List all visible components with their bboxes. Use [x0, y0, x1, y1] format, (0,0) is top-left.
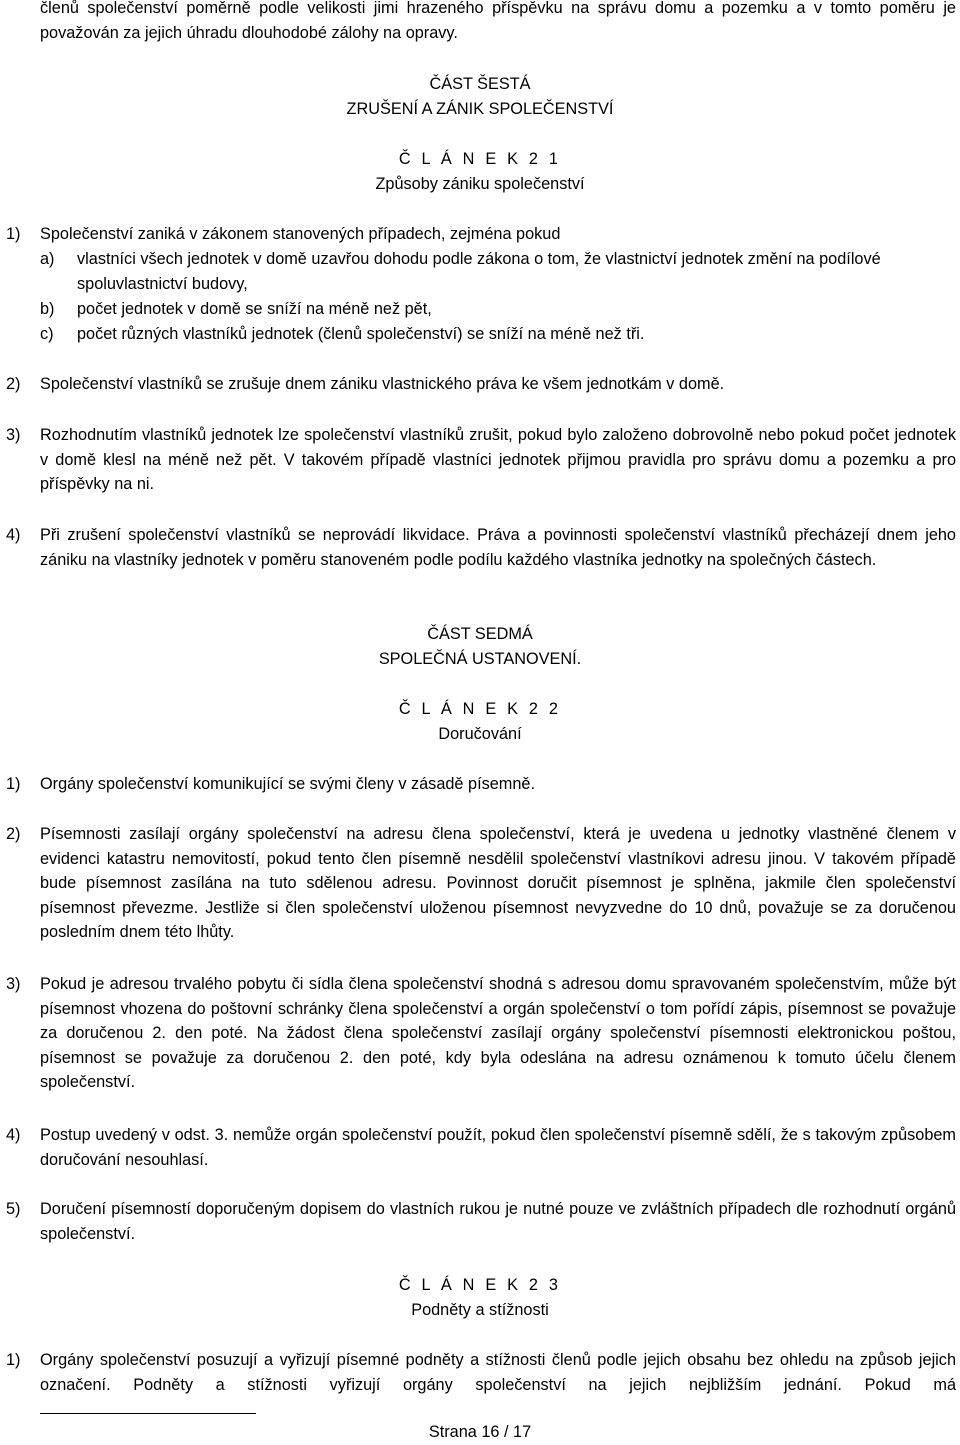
list-text: vlastníci všech jednotek v domě uzavřou dohodu podle zákona o tom, že vlastnictví jednotek změní na podílové spoluvlastnictví budovy,	[77, 250, 881, 293]
page-number: Strana 16 / 17	[428, 1423, 532, 1441]
paragraph-number: 4)	[6, 1126, 21, 1144]
list-text: počet jednotek v domě se sníží na méně než pět,	[77, 300, 432, 318]
paragraph-text: Rozhodnutím vlastníků jednotek lze společenství vlastníků zrušit, pokud bylo založeno dobrovolně nebo pokud počet jednotek v domě klesl na méně než pět. V takovém případě vlastníci jednotek přijmou pravidla pro správu domu a pozemku a pro příspěvky na ni.	[40, 426, 956, 494]
paragraph-text: Písemnosti zasílají orgány společenství na adresu člena společenství, která je uvedena u jednotky vlastněné členem v evidenci katastru nemovitostí, pokud tento člen písemně nesdělil společenství vlastníkovi adresu jinou. V takovém případě bude písemnost zasílána na tuto sdělenou adresu. Povinnost doručit písemnost je splněna, jakmile člen společenství písemnost převezme. Jestliže si člen společenství uloženou písemnost nevyzvedne do 10 dnů, považuje se za doručenou posledním dnem této lhůty.	[40, 825, 956, 942]
paragraph-text: Společenství zaniká v zákonem stanovených případech, zejména pokud	[40, 225, 561, 243]
footer-divider	[40, 1413, 256, 1414]
part-subheading: SPOLEČNÁ USTANOVENÍ.	[378, 650, 582, 668]
part-heading: ČÁST SEDMÁ	[427, 625, 533, 643]
paragraph-text: Postup uvedený v odst. 3. nemůže orgán společenství použít, pokud člen společenství písemně sdělí, že s takovým způsobem doručování nesouhlasí.	[40, 1126, 956, 1169]
paragraph-number: 3)	[6, 426, 21, 444]
paragraph-text: Při zrušení společenství vlastníků se neprovádí likvidace. Práva a povinnosti společenství vlastníků přecházejí dnem jeho zániku na vlastníky jednotek v poměru stanoveném podle podílu každého vlastníka jednotky na společných částech.	[40, 526, 956, 569]
article-label: Č L Á N E K 2 3	[398, 1276, 562, 1294]
article-title: Způsoby zániku společenství	[375, 175, 585, 193]
paragraph-number: 2)	[6, 375, 21, 393]
article-label: Č L Á N E K 2 2	[398, 700, 562, 718]
article-title: Doručování	[438, 725, 522, 743]
paragraph-text: Orgány společenství komunikující se svými členy v zásadě písemně.	[40, 775, 535, 793]
continuation-paragraph: členů společenství poměrně podle velikosti jimi hrazeného příspěvku na správu domu a pozemku a v tomto poměru je považován za jejich úhradu dlouhodobé zálohy na opravy.	[40, 0, 956, 42]
paragraph-number: 1)	[6, 225, 21, 243]
list-letter: c)	[40, 325, 54, 343]
article-label: Č L Á N E K 2 1	[398, 150, 562, 168]
paragraph-number: 4)	[6, 526, 21, 544]
part-subheading: ZRUŠENÍ A ZÁNIK SPOLEČENSTVÍ	[346, 100, 614, 118]
paragraph-number: 3)	[6, 975, 21, 993]
paragraph-text: Orgány společenství posuzují a vyřizují písemné podněty a stížnosti členů podle jejich obsahu bez ohledu na způsob jejich označení. Podněty a stížnosti vyřizují orgány společenství na jejich nejbližším jednání. Pokud má	[40, 1351, 956, 1394]
paragraph-text: Pokud je adresou trvalého pobytu či sídla člena společenství shodná s adresou domu spravovaném společenstvím, může být písemnost vhozena do poštovní schránky člena společenství a orgán společenství o tom pořídí zápis, písemnost se považuje za doručenou 2. den poté. Na žádost člena společenství zasílají orgány společenství písemnosti elektronickou poštou, písemnost se považuje za doručenou 2. den poté, kdy byla odeslána na adresu oznámenou k tomuto účelu členem společenství.	[40, 975, 956, 1092]
part-heading: ČÁST ŠESTÁ	[429, 75, 531, 93]
paragraph-text: Společenství vlastníků se zrušuje dnem zániku vlastnického práva ke všem jednotkám v domě.	[40, 375, 725, 393]
list-letter: b)	[40, 300, 55, 318]
paragraph-text: Doručení písemností doporučeným dopisem do vlastních rukou je nutné pouze ve zvláštních případech dle rozhodnutí orgánů společenství.	[40, 1200, 956, 1243]
article-title: Podněty a stížnosti	[411, 1301, 549, 1319]
list-text: počet různých vlastníků jednotek (členů společenství) se sníží na méně než tři.	[77, 325, 645, 343]
paragraph-number: 5)	[6, 1200, 21, 1218]
list-letter: a)	[40, 250, 55, 268]
paragraph-number: 1)	[6, 1351, 21, 1369]
paragraph-number: 1)	[6, 775, 21, 793]
paragraph-number: 2)	[6, 825, 21, 843]
